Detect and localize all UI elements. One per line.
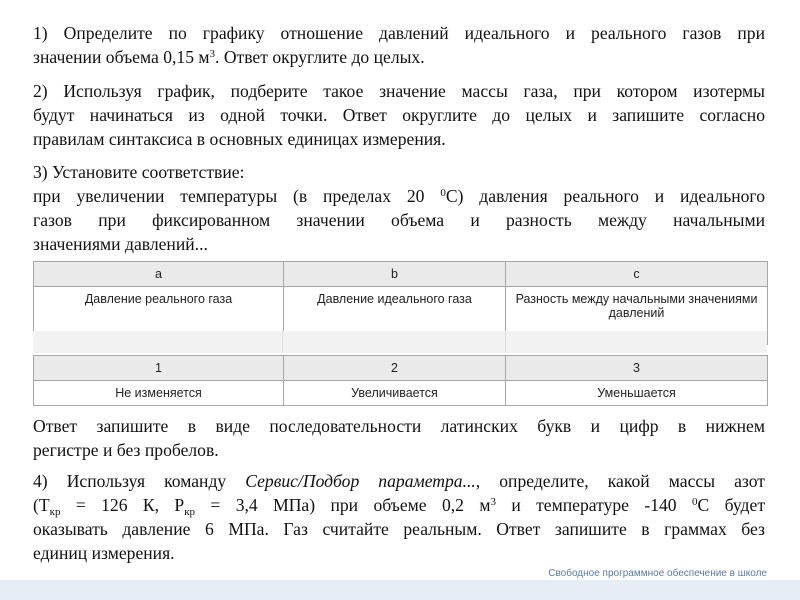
question-4-text-c: (Т [33,495,50,515]
table-cell-3: Уменьшается [506,381,768,406]
table-header-c: c [506,262,768,287]
question-4-line-3: оказывать давление 6 МПа. Газ считайте реальным. Ответ запишите в граммах без [33,519,765,539]
question-3-sup: 0 [440,187,446,199]
question-4-line-2 [33,493,765,517]
question-1 [33,21,765,69]
table-cell-1: Не изменяется [34,381,284,406]
footer-band [0,580,800,600]
question-3 [33,160,765,256]
question-3-line-3: значениями давлений... [33,234,208,254]
table-header-2: 2 [284,356,506,381]
subscript-kr-2: кр [184,506,196,518]
question-4-line-1 [33,469,765,493]
question-4 [33,469,765,565]
table-cell-2: Увеличивается [284,381,506,406]
question-3-text-a: при увеличении температуры (в пределах 20 [33,186,441,206]
subscript-kr-1: кр [49,506,61,518]
question-2-line-2: будут начинаться из одной точки. Ответ округлите до целых и запишите согласно [33,105,765,125]
question-3-title: 3) Установите соответствие: [33,162,245,182]
question-4-text-d: = 126 К, Р [60,495,185,515]
question-4-line-4: единиц измерения. [33,543,175,563]
question-1-text-b: . Ответ округлите до целых. [215,47,425,67]
question-2-line-3: правилам синтаксиса в основных единицах измерения. [33,129,446,149]
superscript-3: 3 [490,496,496,508]
answer-instructions-line-2: регистре и без пробелов. [33,440,219,460]
footer-text: Свободное программное обеспечение в школе [548,568,767,579]
menu-command-text: Сервис/Подбор параметра... [245,471,476,491]
matching-table-numbers [33,355,768,406]
table-header-1: 1 [34,356,284,381]
superscript-0: 0 [691,496,698,508]
question-3-line-1 [33,184,765,208]
table-spacer [33,331,767,353]
table-cell-c: Разность между начальными значениями давлений [506,287,768,345]
question-1-line-1: 1) Определите по графику отношение давлений идеального и реального газов при [33,23,765,43]
table-header-3: 3 [506,356,768,381]
question-1-line-2 [33,45,765,69]
table-row [34,356,768,381]
question-2-line-1: 2) Используя график, подберите такое значение массы газа, при котором изотермы [33,81,765,101]
question-2 [33,79,765,151]
question-3-line-2: газов при фиксированном значении объема и разность между начальными [33,210,765,230]
question-4-text-e: = 3,4 МПа) при объеме 0,2 м [195,495,491,515]
table-cell-b: Давление идеального газа [284,287,506,345]
question-4-text-f: и температуре -140 [495,495,692,515]
question-4-text-a: 4) Используя команду [33,471,246,491]
answer-instructions [33,414,765,462]
question-1-text-a: значении объема 0,15 м [33,47,210,67]
answer-instructions-line-1: Ответ запишите в виде последовательности латинских букв и цифр в нижнем [33,416,765,436]
question-3-text-b: С) давления реального и идеального [445,186,766,206]
table-header-a: a [34,262,284,287]
table-header-b: b [284,262,506,287]
table-row [34,381,768,406]
question-4-text-g: С будет [697,495,766,515]
table-cell-a: Давление реального газа [34,287,284,345]
table-row [34,262,768,287]
question-4-text-b: , определите, какой массы азот [475,471,765,491]
question-1-sup: 3 [209,48,216,60]
